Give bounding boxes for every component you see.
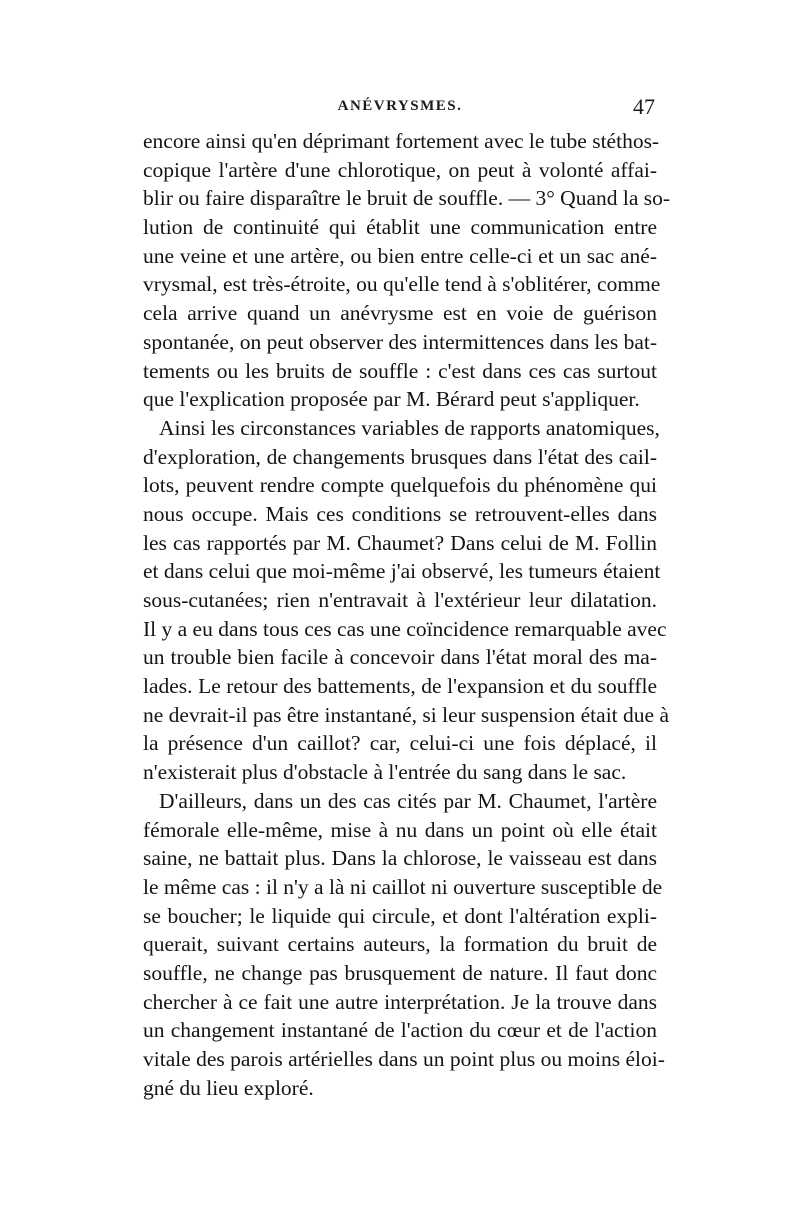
text-line: souffle, ne change pas brusquement de nature. Il faut donc: [143, 960, 657, 985]
text-line: nous occupe. Mais ces conditions se retrouvent-elles dans: [143, 501, 657, 526]
text-line: la présence d'un caillot? car, celui-ci une fois déplacé, il: [143, 731, 657, 756]
text-line: saine, ne battait plus. Dans la chlorose, le vaisseau est dans: [143, 846, 657, 871]
text-line: lots, peuvent rendre compte quelquefois du phénomène qui: [143, 473, 657, 498]
text-line: Il y a eu dans tous ces cas une coïncidence remarquable avec: [143, 616, 667, 641]
text-line: copique l'artère d'une chlorotique, on peut à volonté affai-: [143, 157, 657, 182]
text-line: vrysmal, est très-étroite, ou qu'elle tend à s'oblitérer, comme: [143, 272, 661, 297]
text-line: blir ou faire disparaître le bruit de souffle. — 3° Quand la so-: [143, 186, 671, 211]
text-line: un changement instantané de l'action du cœur et de l'action: [143, 1018, 657, 1043]
text-line: encore ainsi qu'en déprimant fortement avec le tube stéthos-: [143, 129, 660, 153]
text-line: fémorale elle-même, mise à nu dans un point où elle était: [143, 817, 657, 842]
text-line: lution de continuité qui établit une communication entre: [143, 215, 657, 240]
text-line: n'existerait plus d'obstacle à l'entrée du sang dans le sac.: [143, 760, 627, 785]
text-line: les cas rapportés par M. Chaumet? Dans celui de M. Follin: [143, 530, 657, 555]
text-line: cela arrive quand un anévrysme est en voie de guérison: [143, 301, 657, 326]
text-line: querait, suivant certains auteurs, la formation du bruit de: [143, 932, 657, 957]
running-title: ANÉVRYSMES.: [337, 98, 463, 114]
text-line: gné du lieu exploré.: [143, 1075, 314, 1100]
text-line: d'exploration, de changements brusques dans l'état des cail-: [143, 444, 657, 469]
text-line: que l'explication proposée par M. Bérard peut s'appliquer.: [143, 387, 640, 412]
text-line: chercher à ce fait une autre interprétation. Je la trouve dans: [143, 989, 657, 1014]
text-line: Ainsi les circonstances variables de rapports anatomiques,: [159, 415, 660, 440]
text-line: un trouble bien facile à concevoir dans l'état moral des ma-: [143, 645, 657, 670]
text-line: sous-cutanées; rien n'entravait à l'extérieur leur dilatation.: [143, 588, 657, 612]
page-number: 47: [633, 94, 655, 119]
text-line: le même cas : il n'y a là ni caillot ni ouverture susceptible de: [143, 874, 663, 899]
text-line: tements ou les bruits de souffle : c'est dans ces cas surtout: [143, 358, 657, 383]
text-line: ne devrait-il pas être instantané, si leur suspension était due à: [143, 702, 669, 727]
text-line: se boucher; le liquide qui circule, et dont l'altération expli-: [143, 903, 657, 928]
body-text: [143, 127, 671, 1102]
text-line: vitale des parois artérielles dans un point plus ou moins éloi-: [143, 1047, 665, 1071]
running-head: [143, 94, 657, 124]
text-line: une veine et une artère, ou bien entre celle-ci et un sac ané-: [143, 243, 657, 268]
text-line: lades. Le retour des battements, de l'expansion et du souffle: [143, 674, 657, 699]
text-line: et dans celui que moi-même j'ai observé, les tumeurs étaient: [143, 559, 661, 584]
text-line: D'ailleurs, dans un des cas cités par M. Chaumet, l'artère: [159, 788, 657, 813]
text-line: spontanée, on peut observer des intermittences dans les bat-: [143, 329, 658, 354]
